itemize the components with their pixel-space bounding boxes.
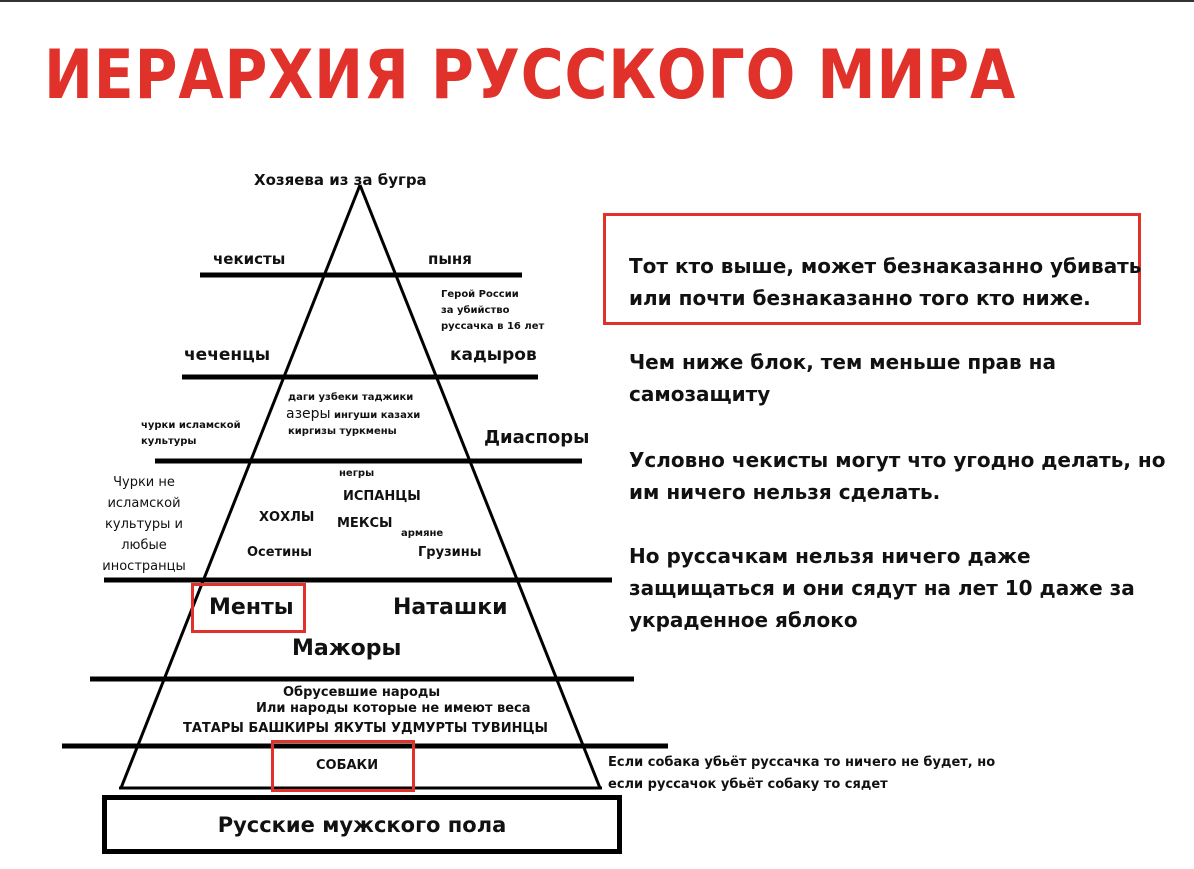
- churki-ne-islam-line: культуры и: [105, 517, 183, 532]
- churki-ne-islam-line: исламской: [107, 496, 181, 511]
- chekisty-note-line: Условно чекисты могут что угодно делать, но: [629, 448, 1166, 472]
- self-defense-line: самозащиту: [629, 382, 771, 406]
- meksy-label: МЕКСЫ: [337, 516, 393, 531]
- russachki-note-line: Но руссачкам нельзя ничего даже: [629, 544, 1031, 568]
- hero-note-line: за убийство: [441, 305, 510, 316]
- churki-ne-islam-line: Чурки не: [113, 475, 175, 490]
- main-rule-text: [629, 250, 1169, 314]
- russachki-note-line: защищаться и они сядут на лет 10 даже за: [629, 576, 1135, 600]
- churki-islam-line: культуры: [141, 436, 197, 447]
- tatary-label: ТАТАРЫ БАШКИРЫ ЯКУТЫ УДМУРТЫ ТУВИНЦЫ: [183, 721, 549, 736]
- churki-ne-islam-line: любые: [121, 538, 167, 553]
- main-rule-line: Тот кто выше, может безнаказанно убивать: [629, 254, 1142, 278]
- russachki-note-text: [629, 540, 1169, 636]
- negry-label: негры: [339, 468, 375, 479]
- armyane-label: армяне: [401, 528, 444, 539]
- churki-ne-islam-line: иностранцы: [102, 559, 186, 574]
- sobaki-label: СОБАКИ: [316, 758, 379, 773]
- pynya-label: пыня: [428, 250, 472, 268]
- chechency-label: чеченцы: [184, 345, 271, 365]
- obrusevshie-label: Обрусевшие народы: [283, 685, 441, 700]
- base-box: [102, 795, 622, 854]
- apex-label: Хозяева из за бугра: [254, 171, 427, 189]
- dagi-label: даги узбеки таджики: [288, 392, 414, 403]
- hohly-label: ХОХЛЫ: [259, 510, 315, 525]
- osetiny-label: Осетины: [247, 545, 312, 560]
- chekisty-note-line: им ничего нельзя сделать.: [629, 480, 941, 504]
- chekisty-note-text: [629, 444, 1169, 508]
- azery-label: азеры: [286, 406, 331, 422]
- dog-note-line: Если собака убьёт руссачка то ничего не будет, но: [608, 755, 996, 770]
- russachki-note-line: украденное яблоко: [629, 608, 858, 632]
- kirgizy-label: киргизы туркмены: [288, 426, 397, 437]
- churki-islam-line: чурки исламской: [141, 420, 241, 431]
- bez-vesa-label: Или народы которые не имеют веса: [256, 701, 531, 716]
- diaspory-label: Диаспоры: [484, 427, 590, 448]
- chekisty-label: чекисты: [213, 250, 286, 268]
- kadyrov-label: кадыров: [450, 345, 537, 365]
- self-defense-text: [629, 346, 1169, 410]
- menty-label: Менты: [209, 595, 294, 620]
- base-label: Русские мужского пола: [217, 812, 507, 837]
- hero-note-line: Герой России: [441, 289, 519, 300]
- ispancy-label: ИСПАНЦЫ: [343, 489, 421, 504]
- churki-islam-label: [141, 418, 241, 450]
- churki-ne-islam-label: [92, 472, 196, 577]
- majory-label: Мажоры: [292, 636, 402, 661]
- main-rule-line: или почти безнаказанно того кто ниже.: [629, 286, 1091, 310]
- page-title: ИЕРАРХИЯ РУССКОГО МИРА: [44, 36, 1017, 115]
- gruziny-label: Грузины: [418, 545, 482, 560]
- self-defense-line: Чем ниже блок, тем меньше прав на: [629, 350, 1056, 374]
- hero-note: [441, 287, 544, 335]
- ingushi-label: ингуши казахи: [334, 410, 421, 421]
- dog-note-line: если руссачок убьёт собаку то сядет: [608, 777, 888, 792]
- natashki-label: Наташки: [393, 595, 508, 620]
- hero-note-line: руссачка в 16 лет: [441, 321, 545, 332]
- dog-note-text: [608, 752, 995, 796]
